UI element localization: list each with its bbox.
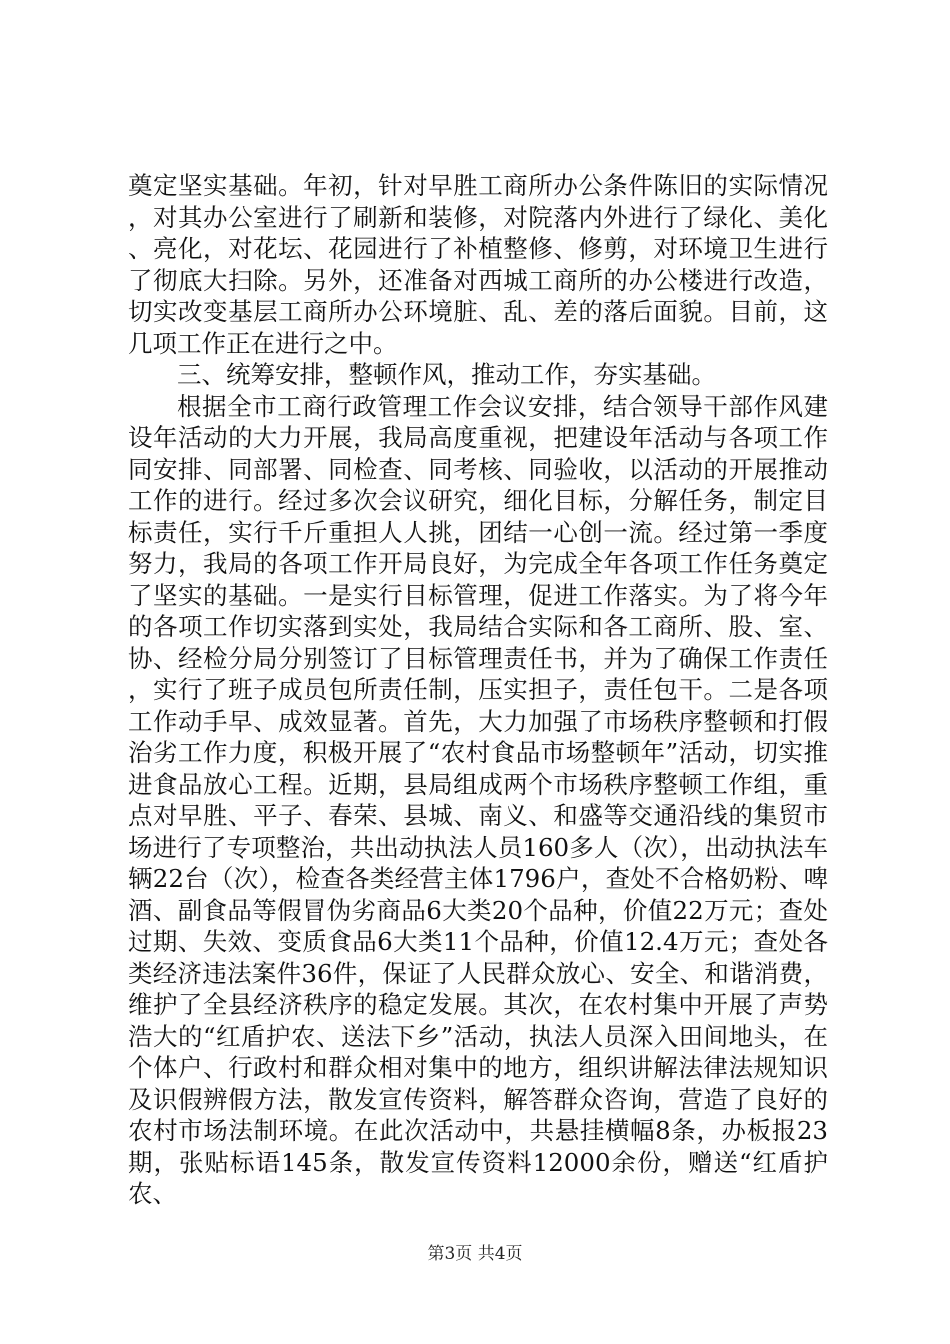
page-number-footer: 第3页 共4页 (427, 1244, 523, 1264)
section-heading: 三、统筹安排，整顿作风，推动工作，夯实基础。 (177, 360, 716, 389)
document-body (128, 170, 828, 1210)
paragraph-main: 根据全市工商行政管理工作会议安排，结合领导干部作风建设年活动的大力开展，我局高度重视，把建设年活动与各项工作同安排、同部署、同检查、同考核、同验收，以活动的开展推动工作的进行。经过多次会议研究，细化目标，分解任务，制定目标责任，实行千斤重担人人挑，团结一心创一流。经过第一季度努力，我局的各项工作开局良好，为完成全年各项工作任务奠定了坚实的基础。一是实行目标管理，促进工作落实。为了将今年的各项工作切实落到实处，我局结合实际和各工商所、股、室、协、经检分局分别签订了目标管理责任书，并为了确保工作责任，实行了班子成员包所责任制，压实担子，责任包干。二是各项工作动手早、成效显著。首先，大力加强了市场秩序整顿和打假治劣工作力度，积极开展了“农村食品市场整顿年”活动，切实推进食品放心工程。近期，县局组成两个市场秩序整顿工作组，重点对早胜、平子、春荣、县城、南义、和盛等交通沿线的集贸市场进行了专项整治，共出动执法人员160多人（次），出动执法车辆22台（次），检查各类经营主体1796户，查处不合格奶粉、啤酒、副食品等假冒伪劣商品6大类20个品种，价值22万元；查处过期、失效、变质食品6大类11个品种，价值12.4万元；查处各类经济违法案件36件，保证了人民群众放心、安全、和谐消费，维护了全县经济秩序的稳定发展。其次，在农村集中开展了声势浩大的“红盾护农、送法下乡”活动，执法人员深入田间地头，在个体户、行政村和群众相对集中的地方，组织讲解法律法规知识及识假辨假方法，散发宣传资料，解答群众咨询，营造了良好的农村市场法制环境。在此次活动中，共悬挂横幅8条，办板报23期，张贴标语145条，散发宣传资料12000余份，赠送“红盾护农、 (128, 391, 828, 1208)
paragraph-continuation: 奠定坚实基础。年初，针对早胜工商所办公条件陈旧的实际情况，对其办公室进行了刷新和装修，对院落内外进行了绿化、美化、亮化，对花坛、花园进行了补植整修、修剪，对环境卫生进行了彻底大扫除。另外，还准备对西城工商所的办公楼进行改造，切实改变基层工商所办公环境脏、乱、差的落后面貌。目前，这几项工作正在进行之中。 (128, 171, 828, 358)
